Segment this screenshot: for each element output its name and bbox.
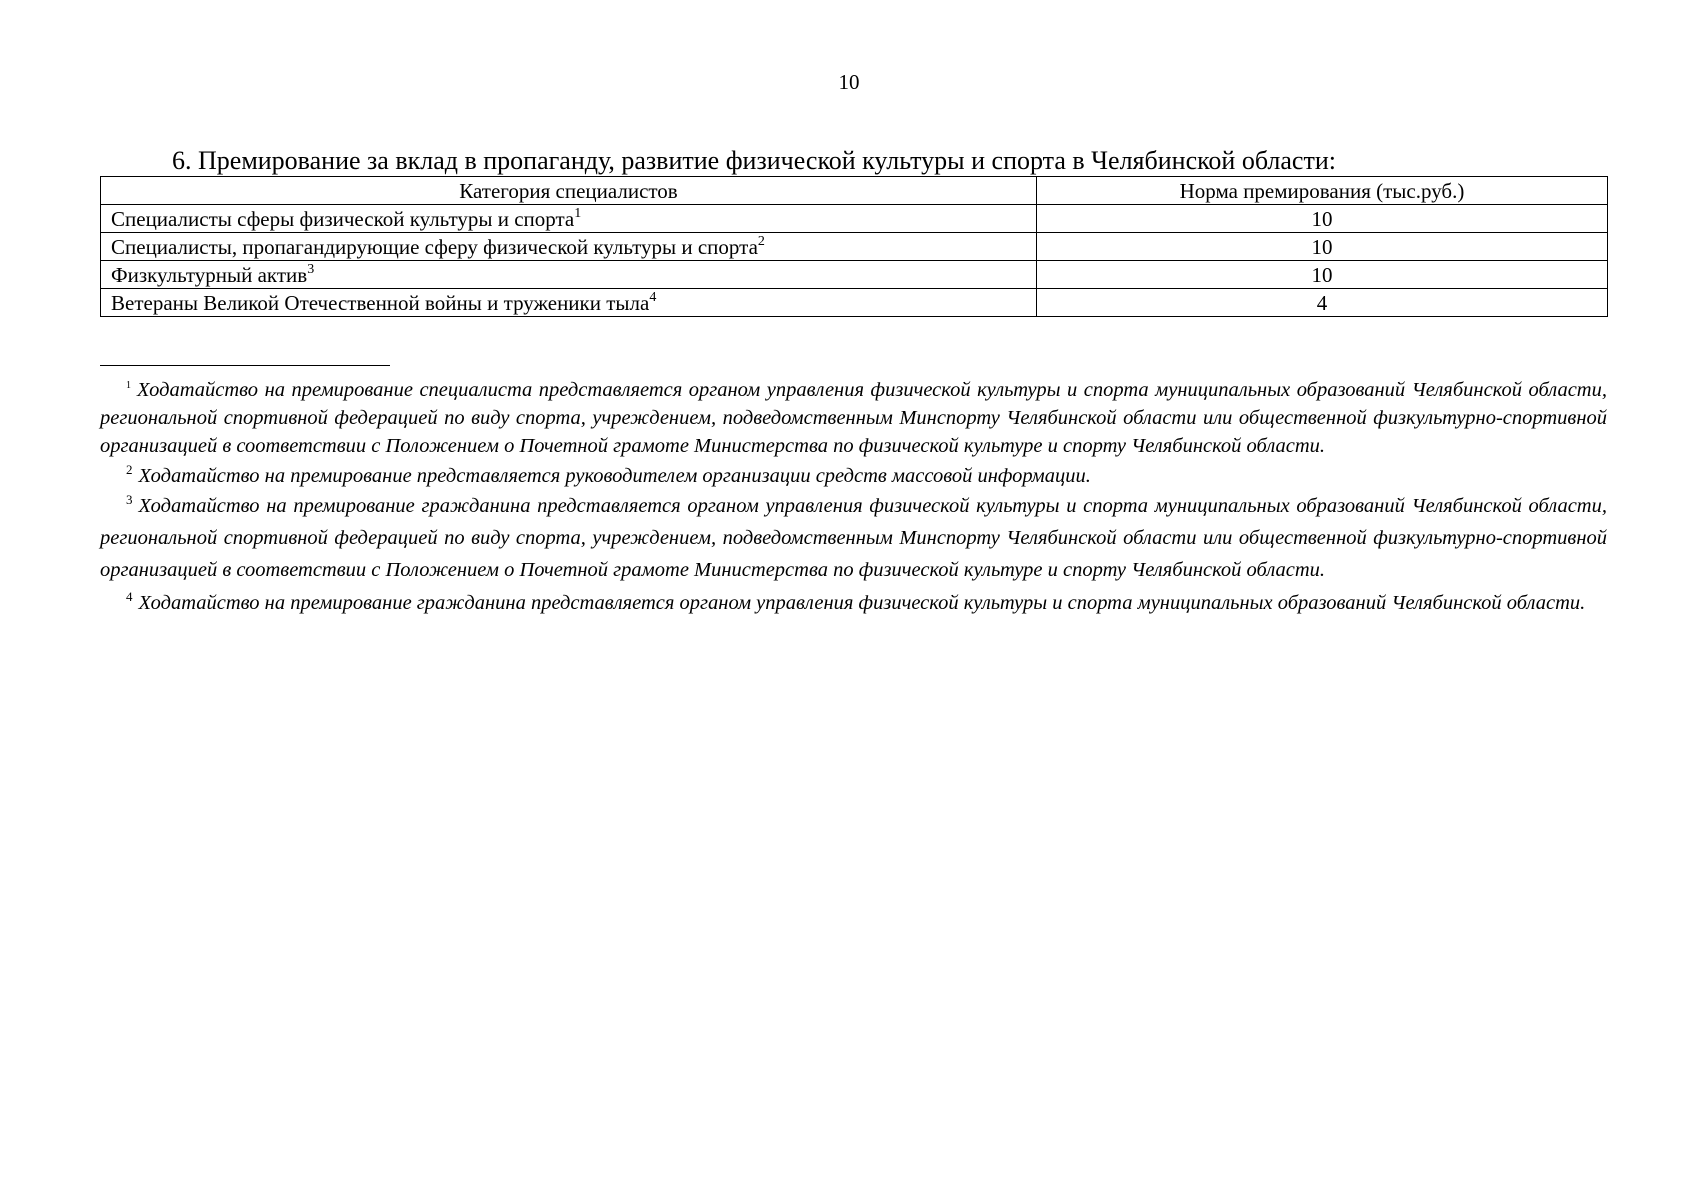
footnote-mark: 2: [126, 462, 133, 478]
category-cell: [101, 289, 1037, 317]
footnote-ref[interactable]: 3: [307, 261, 315, 277]
footnote-ref[interactable]: 4: [649, 289, 657, 305]
table-row: [101, 205, 1608, 233]
table-row: [101, 261, 1608, 289]
footnotes: [100, 376, 1607, 617]
column-header-norm: Норма премирования (тыс.руб.): [1037, 177, 1608, 205]
footnote-ref[interactable]: 2: [757, 233, 765, 249]
category-text: Специалисты сферы физической культуры и спорта: [111, 206, 575, 231]
category-text: Ветераны Великой Отечественной войны и труженики тыла: [111, 290, 650, 315]
category-cell: [101, 261, 1037, 289]
section-heading: 6. Премирование за вклад в пропаганду, развитие физической культуры и спорта в Челябинской области:: [172, 146, 1336, 175]
footnote-mark: 3: [126, 492, 133, 508]
table-header-row: [101, 177, 1608, 205]
footnote-2: [100, 462, 1607, 490]
norm-cell: 10: [1037, 205, 1608, 233]
footnote-text: Ходатайство на премирование представляется руководителем организации средств массовой информации.: [138, 465, 1091, 487]
footnote-1: [100, 376, 1607, 460]
footnote-4: [100, 589, 1607, 617]
footnote-text: Ходатайство на премирование гражданина представляется органом управления физической культуры и спорта муниципальных образований Челябинской области, региональной спортивной федерацией по виду спорта, учреждением, подведомственным Минспорту Челябинской области или общественной физкультурно-спортивной организацией в соответствии с Положением о Почетной грамоте Министерства по физической культуре и спорту Челябинской области.: [100, 495, 1607, 581]
page-number: 10: [838, 70, 860, 94]
bonus-norms-table: [100, 176, 1608, 317]
norm-cell: 10: [1037, 261, 1608, 289]
table-row: [101, 233, 1608, 261]
norm-cell: 4: [1037, 289, 1608, 317]
category-cell: [101, 205, 1037, 233]
footnote-mark: 1: [126, 380, 131, 392]
norm-cell: 10: [1037, 233, 1608, 261]
footnote-text: Ходатайство на премирование специалиста представляется органом управления физической культуры и спорта муниципальных образований Челябинской области, региональной спортивной федерацией по виду спорта, учреждением, подведомственным Минспорту Челябинской области или общественной физкультурно-спортивной организацией в соответствии с Положением о Почетной грамоте Министерства по физической культуре и спорту Челябинской области.: [100, 379, 1607, 457]
footnote-ref[interactable]: 1: [574, 205, 582, 221]
footnote-separator: [100, 365, 390, 366]
footnote-mark: 4: [126, 589, 133, 605]
category-text: Специалисты, пропагандирующие сферу физической культуры и спорта: [111, 234, 758, 259]
footnote-3: [100, 490, 1607, 586]
footnote-text: Ходатайство на премирование гражданина представляется органом управления физической культуры и спорта муниципальных образований Челябинской области.: [138, 592, 1586, 614]
table-row: [101, 289, 1608, 317]
category-cell: [101, 233, 1037, 261]
column-header-category: Категория специалистов: [101, 177, 1037, 205]
category-text: Физкультурный актив: [111, 262, 308, 287]
